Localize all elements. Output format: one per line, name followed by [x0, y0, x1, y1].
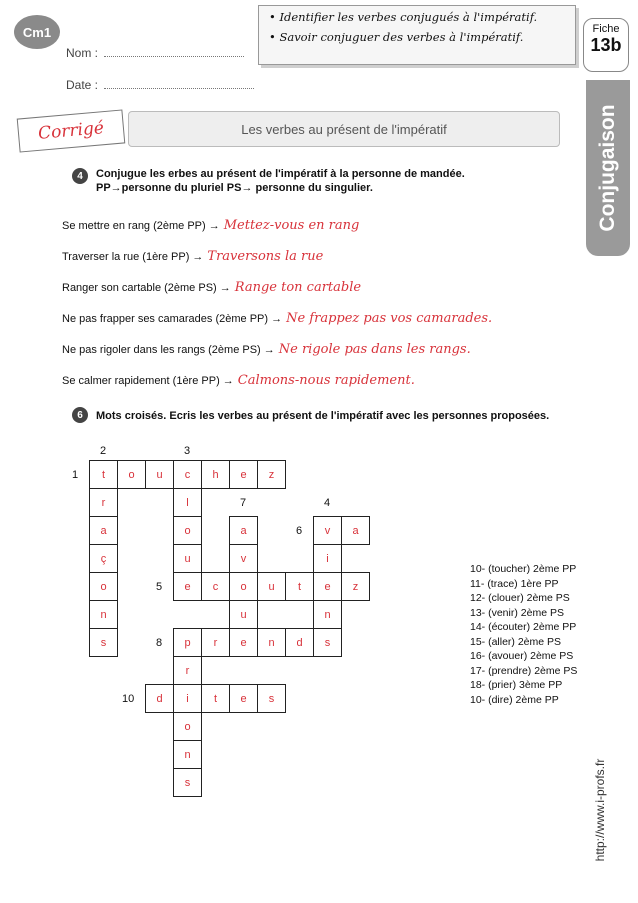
fiche-label: Fiche [592, 23, 620, 35]
crossword-cell[interactable]: a [89, 516, 118, 545]
crossword-cell[interactable]: u [257, 572, 286, 601]
crossword-cell[interactable]: o [117, 460, 146, 489]
website-url: http://www.i-profs.fr [593, 758, 607, 862]
crossword-cell[interactable]: n [89, 600, 118, 629]
crossword-cell[interactable]: t [285, 572, 314, 601]
exercise-number: 6 [72, 407, 88, 423]
crossword-cell[interactable]: t [89, 460, 118, 489]
fiche-box [583, 18, 629, 72]
crossword-cell[interactable]: i [173, 684, 202, 713]
crossword-cell[interactable]: n [173, 740, 202, 769]
crossword-cell[interactable]: l [173, 488, 202, 517]
crossword-cell[interactable]: p [173, 628, 202, 657]
crossword-cell[interactable]: n [313, 600, 342, 629]
objective-item: • Savoir conjuguer des verbes à l'impératif. [269, 30, 524, 44]
crossword-cell[interactable]: u [145, 460, 174, 489]
crossword-cell[interactable]: s [173, 768, 202, 797]
clue-item: 13- (venir) 2ème PS [470, 606, 564, 619]
crossword-cell[interactable]: c [201, 572, 230, 601]
crossword-cell[interactable]: r [89, 488, 118, 517]
crossword-cell[interactable]: n [257, 628, 286, 657]
crossword-cell[interactable]: e [229, 460, 258, 489]
crossword-cell[interactable]: u [173, 544, 202, 573]
crossword-number: 8 [156, 637, 163, 649]
clue-item: 14- (écouter) 2ème PP [470, 621, 577, 633]
date-label: Date : [66, 78, 99, 92]
crossword-number: 10 [122, 693, 135, 705]
crossword-cell[interactable]: v [313, 516, 342, 545]
crossword-cell[interactable]: i [313, 544, 342, 573]
crossword-cell[interactable]: o [173, 712, 202, 741]
crossword-cell[interactable]: c [173, 460, 202, 489]
crossword-number: 6 [296, 525, 303, 537]
exercise4-item: Se calmer rapidement (1ère PP) → Calmons-nous rapidement. [62, 373, 415, 388]
crossword-cell[interactable]: t [201, 684, 230, 713]
crossword-number: 4 [324, 497, 331, 509]
crossword-cell[interactable]: ç [89, 544, 118, 573]
crossword-cell[interactable]: s [89, 628, 118, 657]
exercise4-item: Ranger son cartable (2ème PS) → Range ton cartable [62, 280, 362, 295]
crossword-cell[interactable]: o [89, 572, 118, 601]
crossword-cell[interactable]: a [229, 516, 258, 545]
exercise6-instruction: Mots croisés. Ecris les verbes au présent de l'impératif avec les personnes proposées. [96, 410, 550, 422]
objective-item: • Identifier les verbes conjugués à l'impératif. [269, 10, 538, 24]
exercise4-instruction: Conjugue les erbes au présent de l'impératif à la personne de mandée. PP→personne du pluriel PS→ personne du singulier. [96, 168, 465, 194]
crossword-cell[interactable]: d [145, 684, 174, 713]
nom-field[interactable] [66, 46, 244, 60]
crossword-number: 5 [156, 581, 163, 593]
crossword-cell[interactable]: h [201, 460, 230, 489]
date-field[interactable] [66, 78, 254, 92]
exercise4-item: Se mettre en rang (2ème PP) → Mettez-vous en rang [62, 218, 360, 233]
subject-label: Conjugaison [596, 104, 619, 232]
crossword-cell[interactable]: r [173, 656, 202, 685]
subject-tab [586, 80, 630, 256]
clue-item: 16- (avouer) 2ème PS [470, 650, 574, 662]
crossword-number: 2 [100, 445, 107, 457]
exercise4-item: Traverser la rue (1ère PP) → Traversons la rue [62, 249, 324, 264]
crossword-cell[interactable]: z [257, 460, 286, 489]
crossword-cell[interactable]: e [173, 572, 202, 601]
exercise4-item: Ne pas frapper ses camarades (2ème PP) → Ne frappez pas vos camarades. [62, 311, 493, 326]
crossword-cell[interactable]: o [229, 572, 258, 601]
crossword-cell[interactable]: a [341, 516, 370, 545]
fiche-number: 13b [590, 35, 622, 55]
crossword-number: 1 [72, 469, 79, 481]
crossword-cell[interactable]: s [257, 684, 286, 713]
crossword-cell[interactable]: s [313, 628, 342, 657]
level-badge: Cm1 [14, 15, 60, 49]
clue-item: 11- (trace) 1ère PP [470, 577, 559, 590]
crossword-cell[interactable]: e [313, 572, 342, 601]
clue-item: 15- (aller) 2ème PS [470, 635, 562, 648]
crossword-cell[interactable]: e [229, 628, 258, 657]
crossword-cell[interactable]: r [201, 628, 230, 657]
clue-item: 17- (prendre) 2ème PS [470, 664, 578, 677]
exercise4-item: Ne pas rigoler dans les rangs (2ème PS) → Ne rigole pas dans les rangs. [62, 342, 471, 357]
crossword-cell[interactable]: e [229, 684, 258, 713]
nom-label: Nom : [66, 46, 99, 60]
clue-item: 12- (clouer) 2ème PS [470, 592, 570, 604]
crossword-number: 3 [184, 445, 191, 457]
crossword-cell[interactable]: d [285, 628, 314, 657]
clue-item: 10- (dire) 2ème PP [470, 693, 559, 706]
exercise-number: 4 [72, 168, 88, 184]
crossword-cell[interactable]: v [229, 544, 258, 573]
crossword-cell[interactable]: u [229, 600, 258, 629]
clue-item: 18- (prier) 3ème PP [470, 679, 563, 691]
clue-item: 10- (toucher) 2ème PP [470, 563, 577, 575]
crossword-cell[interactable]: o [173, 516, 202, 545]
corrige-stamp: Corrigé [17, 109, 126, 152]
crossword-number: 7 [240, 497, 247, 509]
objectives-box [258, 5, 576, 65]
crossword-cell[interactable]: z [341, 572, 370, 601]
page-title: Les verbes au présent de l'impératif [128, 111, 560, 147]
